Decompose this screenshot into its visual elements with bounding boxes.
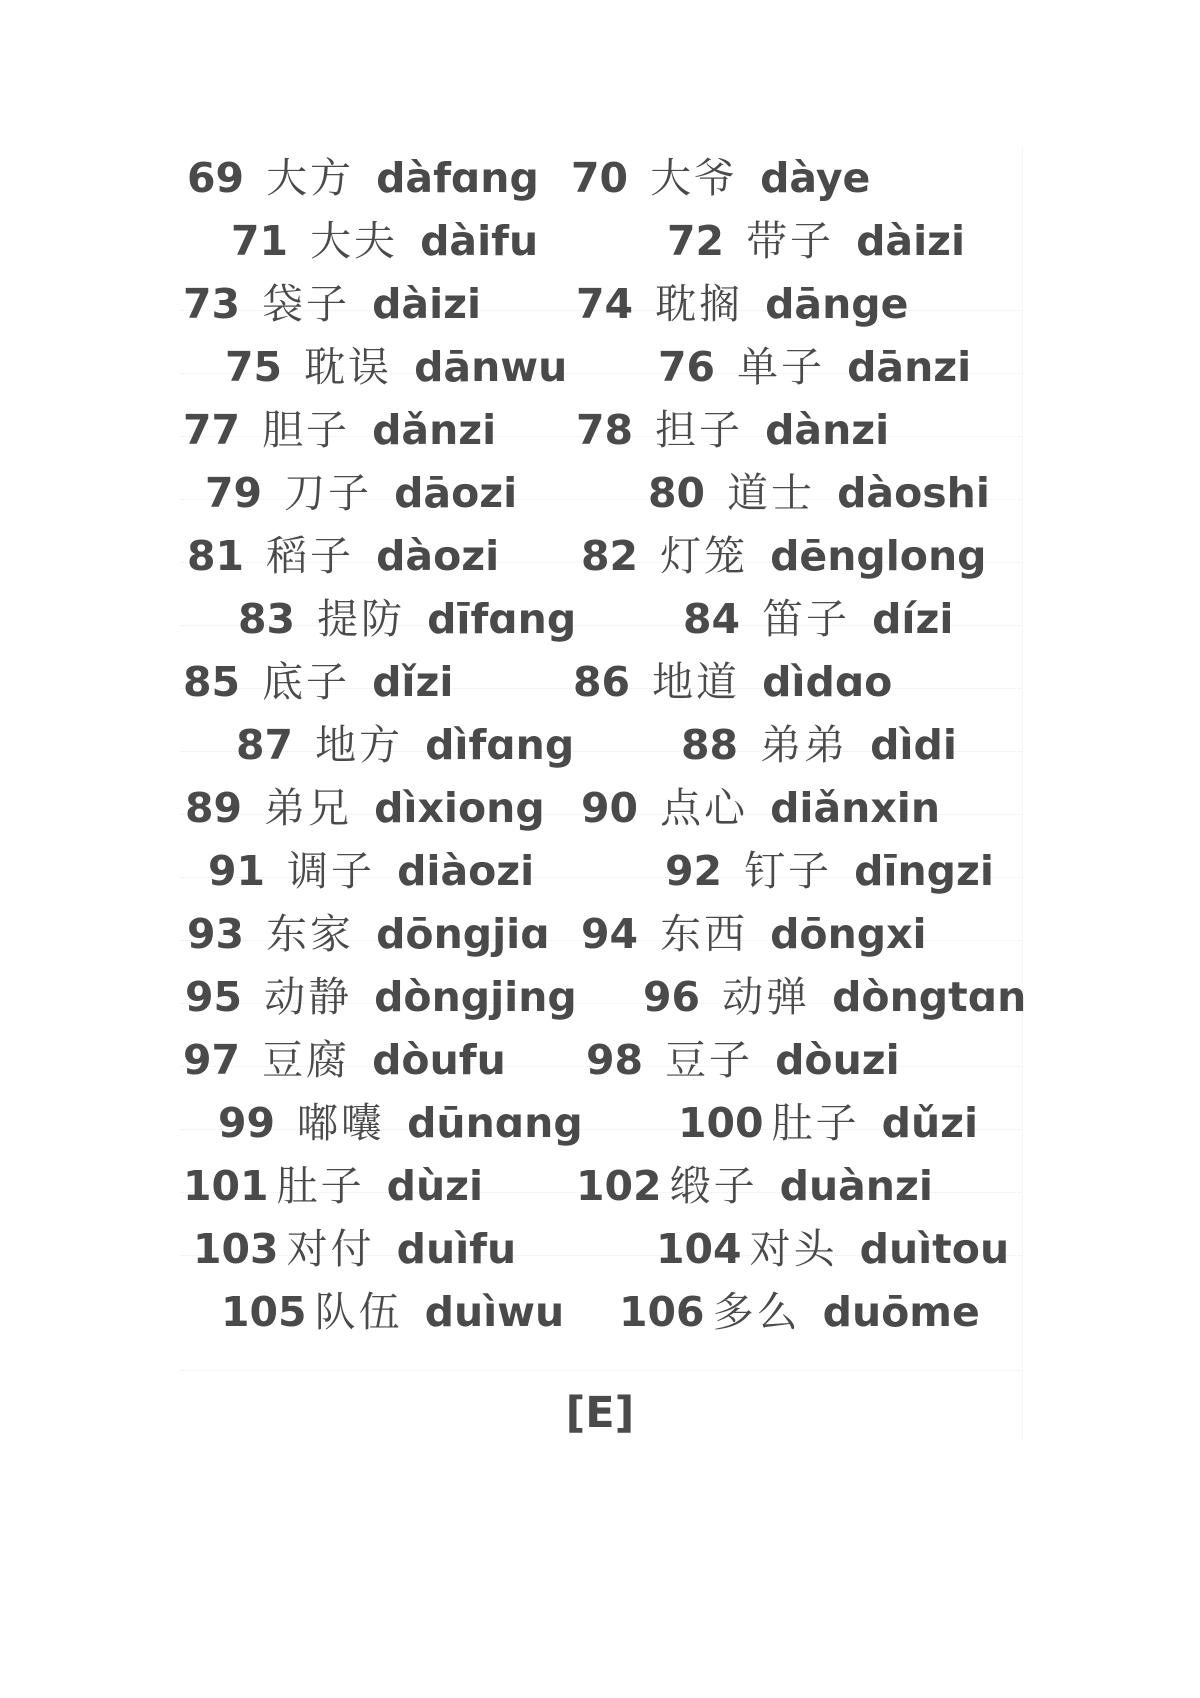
word-entry: 86 地道 dìdɑo: [573, 658, 893, 706]
word-entry: 103 对付 duìfu: [193, 1225, 517, 1273]
word-entry: 93 东家 dōngjiɑ: [187, 910, 550, 958]
word-entry: 104 对头 duìtou: [656, 1225, 1010, 1273]
word-entry: 99 嘟囔 dūnɑng: [218, 1099, 583, 1147]
section-heading: [E]: [565, 1388, 635, 1438]
word-entry: 98 豆子 dòuzi: [586, 1036, 900, 1084]
word-entry: 78 担子 dànzi: [576, 406, 890, 454]
word-entry: 91 调子 diàozi: [208, 847, 535, 895]
word-entry: 69 大方 dàfɑng: [187, 154, 539, 202]
word-entry: 80 道士 dàoshi: [648, 469, 990, 517]
word-entry: 74 耽搁 dānge: [576, 280, 909, 328]
word-entry: 70 大爷 dàye: [571, 154, 871, 202]
word-entry: 83 提防 dīfɑng: [238, 595, 577, 643]
word-entry: 92 钉子 dīngzi: [665, 847, 994, 895]
word-entry: 79 刀子 dāozi: [205, 469, 518, 517]
word-entry: 76 单子 dānzi: [658, 343, 972, 391]
word-entry: 102 缎子 duànzi: [576, 1162, 933, 1210]
word-entry: 84 笛子 dízi: [683, 595, 954, 643]
word-entry: 96 动弹 dòngtɑn: [643, 973, 1027, 1021]
word-entry: 89 弟兄 dìxiong: [185, 784, 545, 832]
word-entry: 100 肚子 dǔzi: [678, 1099, 979, 1147]
word-entry: 105 队伍 duìwu: [221, 1288, 565, 1336]
word-entry: 101 肚子 dùzi: [183, 1162, 484, 1210]
word-entry: 90 点心 diǎnxin: [581, 784, 941, 832]
word-entry: 94 东西 dōngxi: [581, 910, 927, 958]
word-entry: 82 灯笼 dēnglong: [581, 532, 987, 580]
word-entry: 85 底子 dǐzi: [183, 658, 454, 706]
word-entry: 95 动静 dòngjing: [185, 973, 577, 1021]
word-entry: 81 稻子 dàozi: [187, 532, 500, 580]
word-entry: 71 大夫 dàifu: [231, 217, 539, 265]
word-entry: 73 袋子 dàizi: [183, 280, 482, 328]
word-entry: 97 豆腐 dòufu: [183, 1036, 506, 1084]
word-entry: 77 胆子 dǎnzi: [183, 406, 497, 454]
word-entry: 88 弟弟 dìdi: [681, 721, 957, 769]
word-entry: 75 耽误 dānwu: [225, 343, 568, 391]
word-entry: 87 地方 dìfɑng: [236, 721, 575, 769]
word-entry: 72 带子 dàizi: [667, 217, 966, 265]
word-entry: 106 多么 duōme: [619, 1288, 980, 1336]
row-divider: [180, 1370, 1022, 1371]
